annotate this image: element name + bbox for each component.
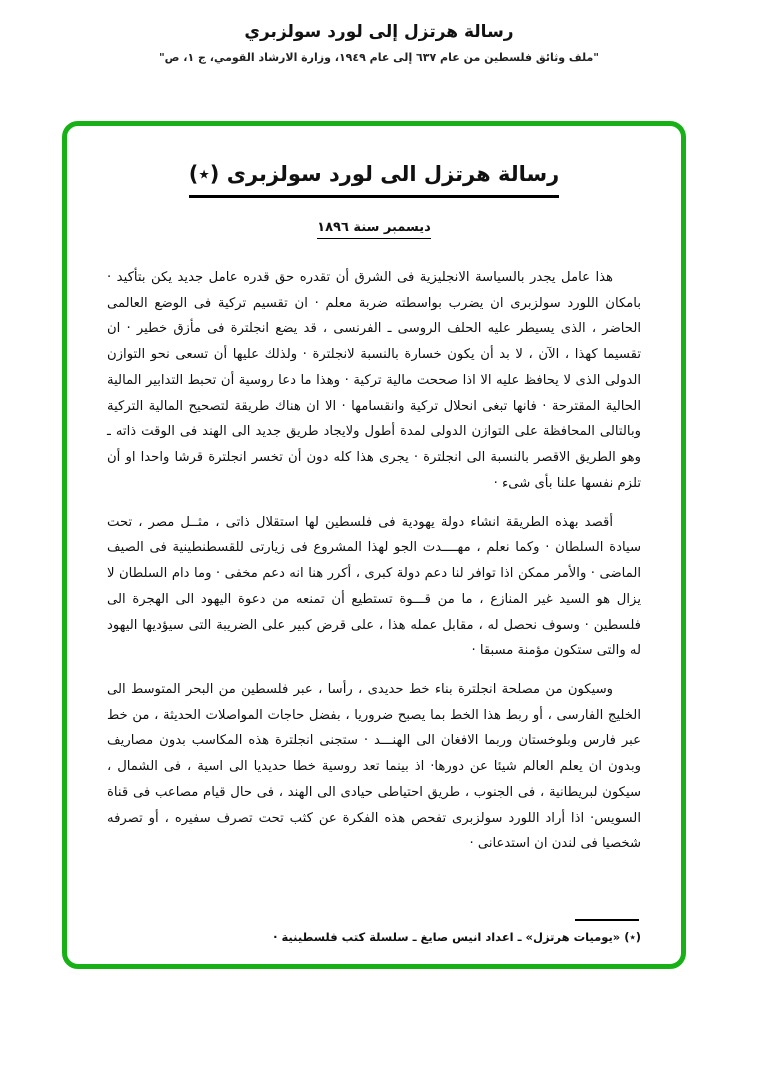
paragraph: وسيكون من مصلحة انجلترة بناء خط حديدى ، رأسا ، عبر فلسطين من البحر المتوسط الى الخليج الفارسى ، أو ربط هذا الخط بما يصبح ضروريا ، بفضل حاجات المواصلات الحديثة ، من خط عبر فارس وبلوخستان وربما الافغان الى الهنـــد · ستجنى انجلترة هذه المكاسب بدون مصاريف وبدون ان يعلم العالم شيئا عن دورها· اذ بينما تعد روسية خطا حديديا الى اسية ، فى الشمال ، سيكون لبريطانية ، فى الجنوب ، طريق احتياطى حيادى الى الهند ، فى حال قيام مصاعب فى قناة السويس· اذا أراد اللورد سولزبرى تفحص هذه الفكرة عن كثب تحت تصرف سفيره ، أو تصرفه شخصيا فى لندن ان استدعانى · — [107, 682, 641, 852]
green-document-frame — [62, 121, 686, 969]
document-date-row — [107, 216, 641, 239]
page-header — [0, 22, 758, 64]
page-title: رسالة هرتزل إلى لورد سولزبري — [244, 22, 514, 42]
document-body — [107, 265, 641, 857]
paragraph: هذا عامل يجدر بالسياسة الانجليزية فى الشرق أن تقدره حق قدره عامل جديد يكن بتأكيد · بامكان اللورد سولزبرى ان يضرب بواسطته ضربة معلم · ان تقسيم تركية فى الوضع العالمى الحاضر ، الذى يسيطر عليه الحلف الروسى ـ الفرنسى ، قد يضع انجلترة فى مأزق خطير · ان تقسيما كهذا ، الآن ، لا بد أن يكون خسارة بالنسبة لانجلترة · ولذلك عليها أن تسعى نحو التوازن الدولى الذى لا يحافظ عليه الا اذا صححت مالية تركية · وهذا ما دعا روسية أن تحبط التدابير المالية الحالية المقترحة · فانها تبغى انحلال تركية وانقسامها · الا ان هناك طريقة لتصحيح المالية التركية وبالتالى المحافظة على التوازن الدولى لمدة أطول ولايجاد طريق جديد الى الهند فى الوقت ذاته ـ وهو الطريق الاقصر بالنسبة الى انجلترة · يجرى هذا كله دون أن تخسر انجلترة قرشا واحدا او أن تلزم نفسها علنا بأى شىء · — [107, 270, 641, 491]
paragraph: أقصد بهذه الطريقة انشاء دولة يهودية فى فلسطين لها استقلال ذاتى ، مثــل مصر ، تحت سيادة السلطان · وكما نعلم ، مهــــدت الجو لهذا المشروع فى زيارتى للقسطنطينية فى الصيف الماضى · والأمر ممكن اذا توافر لنا دعم دولة كبرى ، أكرر هنا انه دعم مخفى · وما دام السلطان لا يزال هو السيد غير المنازع ، ما من قـــوة تستطيع أن تمنعه من دعوة اليهود الى الهجرة الى فلسطين · وسوف نحصل له ، مقابل عمله هذا ، على قرض كبير على الضريبة التى سيؤديها اليهود له والتى ستكون مؤمنة مسبقا · — [107, 514, 641, 659]
document-title-row — [107, 162, 641, 198]
document-date: ديسمبر سنة ١٨٩٦ — [317, 220, 431, 239]
footnote-separator-rule — [575, 919, 639, 921]
document-title: رسالة هرتزل الى لورد سولزبرى (٭) — [189, 162, 559, 198]
footnote-block — [107, 919, 641, 944]
footnote-text: (٭) «يوميات هرتزل» ـ اعداد انيس صايغ ـ سلسلة كتب فلسطينية · — [273, 930, 641, 944]
document-content — [67, 126, 681, 964]
source-citation: "ملف وثائق فلسطين من عام ٦٣٧ إلى عام ١٩٤٩، وزارة الارشاد القومي، ج ١، ص" — [158, 51, 600, 64]
